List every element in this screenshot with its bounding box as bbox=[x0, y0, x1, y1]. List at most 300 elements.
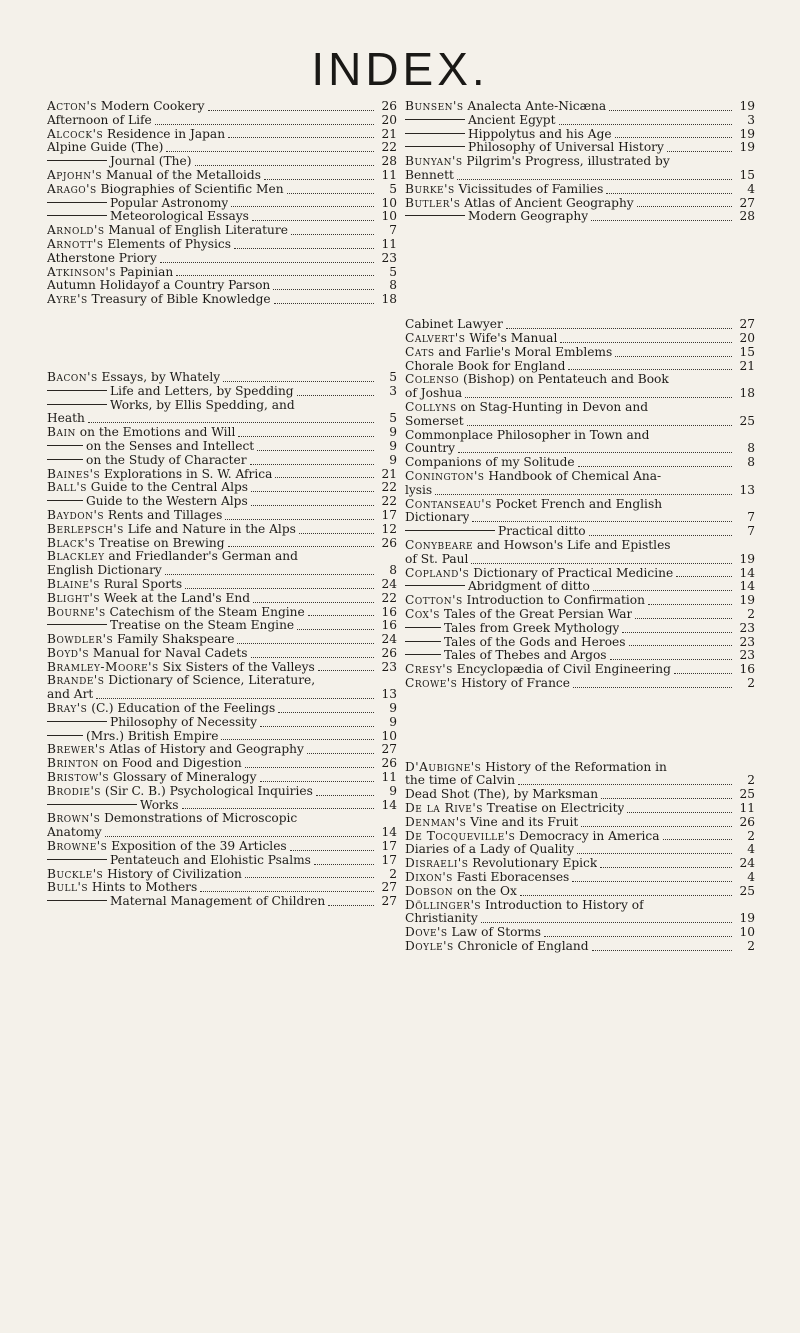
index-entry bbox=[405, 318, 755, 332]
entry-title bbox=[47, 702, 275, 716]
entry-title bbox=[47, 868, 242, 882]
page-number: 21 bbox=[381, 126, 397, 141]
dot-leader bbox=[606, 193, 732, 194]
entry-text: Catechism of the Steam Engine bbox=[105, 605, 305, 619]
entry-text: Practical ditto bbox=[498, 525, 586, 539]
entry-title bbox=[47, 771, 257, 785]
entry-text: Pocket French and English bbox=[491, 497, 663, 511]
entry-text: of Joshua bbox=[405, 387, 463, 401]
page-number: 5 bbox=[389, 264, 397, 279]
index-entry bbox=[47, 881, 397, 895]
page-number: 8 bbox=[747, 441, 755, 456]
page-number: 9 bbox=[389, 783, 397, 798]
entry-title bbox=[47, 674, 315, 688]
entry-title bbox=[47, 454, 247, 468]
entry-text: Analecta Ante-Nicæna bbox=[463, 100, 607, 113]
index-entry bbox=[47, 169, 397, 183]
entry-text: Autumn Holidayof a Country Parson bbox=[47, 279, 271, 293]
entry-title bbox=[405, 442, 455, 456]
entry-text: Guide to the Central Alps bbox=[86, 481, 249, 495]
index-entry bbox=[405, 622, 755, 636]
entry-author: Berlepsch's bbox=[47, 522, 124, 536]
entry-title bbox=[47, 606, 305, 620]
index-entry bbox=[47, 578, 397, 592]
entry-text: Vicissitudes of Families bbox=[454, 182, 604, 196]
entry-title bbox=[405, 525, 586, 539]
index-entry bbox=[47, 495, 397, 509]
index-entry bbox=[47, 688, 397, 702]
entry-title bbox=[47, 426, 235, 440]
entry-text: Life and Nature in the Alps bbox=[123, 522, 296, 536]
ditto-rule bbox=[47, 859, 107, 860]
page-number: 19 bbox=[739, 593, 755, 608]
page-number: 23 bbox=[739, 634, 755, 649]
page-number: 23 bbox=[739, 620, 755, 635]
entry-title bbox=[47, 371, 220, 385]
entry-text: Atlas of Ancient Geography bbox=[460, 196, 634, 210]
page-number: 23 bbox=[381, 250, 397, 265]
index-entry bbox=[47, 252, 397, 266]
entry-text: on Food and Digestion bbox=[98, 757, 242, 771]
entry-title bbox=[405, 594, 645, 608]
entry-title bbox=[47, 197, 228, 211]
entry-title bbox=[405, 318, 503, 332]
dot-leader bbox=[629, 645, 732, 646]
dot-leader bbox=[581, 826, 732, 827]
dot-leader bbox=[251, 505, 374, 506]
dot-leader bbox=[458, 452, 732, 453]
index-entry bbox=[405, 525, 755, 539]
page-number: 2 bbox=[747, 606, 755, 621]
entry-author: Brande's bbox=[47, 674, 105, 688]
index-entry bbox=[47, 238, 397, 252]
index-entry bbox=[47, 730, 397, 744]
index-entry bbox=[405, 663, 755, 677]
entry-text: Biographies of Scientific Men bbox=[96, 182, 284, 196]
entry-text: Six Sisters of the Valleys bbox=[158, 660, 315, 674]
dot-leader bbox=[592, 950, 732, 951]
ditto-rule bbox=[47, 202, 107, 203]
entry-title bbox=[47, 412, 85, 426]
index-entry bbox=[47, 266, 397, 280]
page-number: 21 bbox=[739, 358, 755, 373]
entry-text: on the Study of Character bbox=[86, 453, 247, 467]
entry-author: Apjohn's bbox=[47, 168, 103, 182]
page-number: 22 bbox=[381, 494, 397, 509]
entry-title bbox=[47, 128, 225, 142]
entry-author: Ayre's bbox=[47, 293, 88, 307]
entry-text: Vine and its Fruit bbox=[466, 815, 579, 829]
page-number: 25 bbox=[739, 413, 755, 428]
index-entry bbox=[405, 899, 755, 913]
entry-author: Bacon's bbox=[47, 370, 98, 384]
entry-title bbox=[405, 677, 570, 691]
section-gap bbox=[47, 307, 397, 371]
index-entry bbox=[405, 456, 755, 470]
entry-title bbox=[47, 799, 179, 813]
index-entry bbox=[405, 360, 755, 374]
ditto-rule bbox=[405, 641, 441, 642]
dot-leader bbox=[568, 369, 732, 370]
page-number: 24 bbox=[381, 632, 397, 647]
entry-title bbox=[405, 470, 661, 484]
entry-text: the time of Calvin bbox=[405, 774, 516, 788]
dot-leader bbox=[544, 936, 732, 937]
dot-leader bbox=[182, 808, 374, 809]
page-number: 17 bbox=[381, 507, 397, 522]
entry-title bbox=[405, 210, 588, 224]
page-number: 3 bbox=[389, 383, 397, 398]
entry-author: De Tocqueville's bbox=[405, 829, 516, 843]
dot-leader bbox=[299, 533, 374, 534]
dot-leader bbox=[291, 234, 374, 235]
index-entry bbox=[47, 100, 397, 114]
page-number: 19 bbox=[739, 99, 755, 113]
entry-author: Bunyan's bbox=[405, 155, 463, 169]
index-entry bbox=[405, 415, 755, 429]
dot-leader bbox=[287, 193, 374, 194]
entry-author: Bain bbox=[47, 426, 76, 440]
entry-text: Rural Sports bbox=[99, 577, 183, 591]
entry-text: Companions of my Solitude bbox=[405, 456, 575, 470]
dot-leader bbox=[676, 576, 732, 577]
entry-author: Butler's bbox=[405, 196, 461, 210]
index-entry bbox=[405, 539, 755, 553]
dot-leader bbox=[165, 574, 374, 575]
dot-leader bbox=[297, 395, 374, 396]
entry-text: Dictionary bbox=[405, 511, 470, 525]
entry-title bbox=[47, 661, 315, 675]
page-number: 22 bbox=[381, 590, 397, 605]
dot-leader bbox=[520, 895, 732, 896]
dot-leader bbox=[200, 891, 374, 892]
entry-title bbox=[405, 553, 468, 567]
entry-title bbox=[47, 854, 311, 868]
dot-leader bbox=[627, 812, 732, 813]
entry-author: Baydon's bbox=[47, 508, 105, 522]
ditto-rule bbox=[47, 721, 107, 722]
index-entry bbox=[47, 468, 397, 482]
index-entry bbox=[47, 592, 397, 606]
entry-title bbox=[405, 511, 469, 525]
entry-text: Week at the Land's End bbox=[100, 591, 251, 605]
index-entry bbox=[47, 224, 397, 238]
entry-text: Manual of English Literature bbox=[104, 224, 288, 238]
entry-text: Wife's Manual bbox=[465, 331, 558, 345]
page-number: 26 bbox=[739, 814, 755, 829]
entry-text: History of the Reformation in bbox=[481, 760, 667, 774]
entry-title bbox=[47, 743, 304, 757]
page-number: 18 bbox=[381, 292, 397, 307]
entry-text: Dictionary of Science, Literature, bbox=[104, 674, 316, 688]
entry-text: Diaries of a Lady of Quality bbox=[405, 843, 575, 857]
dot-leader bbox=[221, 739, 374, 740]
entry-title bbox=[47, 523, 296, 537]
entry-text: Family Shakspeare bbox=[113, 633, 235, 647]
index-entry bbox=[47, 183, 397, 197]
index-entry bbox=[47, 279, 397, 293]
entry-text: Rents and Tillages bbox=[104, 508, 223, 522]
entry-author: Burke's bbox=[405, 182, 455, 196]
entry-text: Introduction to Confirmation bbox=[462, 594, 645, 608]
entry-author: Bowdler's bbox=[47, 633, 114, 647]
entry-text: Pilgrim's Progress, illustrated by bbox=[462, 155, 670, 169]
entry-author: Crowe's bbox=[405, 676, 458, 690]
entry-author: Dixon's bbox=[405, 871, 453, 885]
entry-author: Arnott's bbox=[47, 237, 104, 251]
index-entry bbox=[405, 387, 755, 401]
entry-text: Christianity bbox=[405, 912, 478, 926]
index-entry bbox=[47, 454, 397, 468]
dot-leader bbox=[252, 220, 374, 221]
index-entry bbox=[47, 128, 397, 142]
entry-text: Tales from Greek Mythology bbox=[444, 621, 620, 635]
dot-leader bbox=[314, 864, 374, 865]
entry-text: Handbook of Chemical Ana- bbox=[484, 469, 662, 483]
index-entry bbox=[47, 895, 397, 909]
index-entry bbox=[405, 114, 755, 128]
dot-leader bbox=[601, 798, 732, 799]
entry-text: (Bishop) on Pentateuch and Book bbox=[459, 373, 669, 387]
entry-title bbox=[405, 761, 667, 775]
entry-title bbox=[47, 757, 242, 771]
entry-text: Afternoon of Life bbox=[47, 113, 152, 127]
index-entry bbox=[405, 484, 755, 498]
page-number: 5 bbox=[389, 181, 397, 196]
entry-title bbox=[405, 415, 464, 429]
entry-title bbox=[47, 141, 163, 155]
page-number: 10 bbox=[381, 209, 397, 224]
entry-title bbox=[405, 788, 598, 802]
entry-text: Philosophy of Universal History bbox=[468, 141, 664, 155]
page-number: 11 bbox=[381, 236, 397, 251]
entry-title bbox=[47, 716, 257, 730]
dot-leader bbox=[251, 491, 374, 492]
entry-title bbox=[405, 539, 671, 553]
index-entry bbox=[405, 830, 755, 844]
entry-title bbox=[405, 940, 589, 954]
index-entry bbox=[405, 885, 755, 899]
page-number: 27 bbox=[381, 742, 397, 757]
entry-text: Treatise on the Steam Engine bbox=[110, 619, 295, 633]
page-number: 26 bbox=[381, 535, 397, 550]
entry-title bbox=[405, 885, 517, 899]
page-number: 9 bbox=[389, 701, 397, 716]
dot-leader bbox=[506, 328, 732, 329]
dot-leader bbox=[274, 303, 374, 304]
entry-author: Bray's bbox=[47, 702, 88, 716]
page-number: 27 bbox=[739, 317, 755, 332]
entry-text: Philosophy of Necessity bbox=[110, 715, 258, 729]
entry-title bbox=[47, 895, 325, 909]
page-number: 5 bbox=[389, 369, 397, 384]
entry-title bbox=[405, 899, 644, 913]
index-entry bbox=[405, 141, 755, 155]
page-number: 20 bbox=[739, 330, 755, 345]
index-entry bbox=[47, 647, 397, 661]
dot-leader bbox=[615, 137, 732, 138]
index-entry bbox=[405, 553, 755, 567]
entry-author: Blaine's bbox=[47, 577, 100, 591]
index-entry bbox=[405, 594, 755, 608]
dot-leader bbox=[615, 356, 732, 357]
page-number: 10 bbox=[381, 728, 397, 743]
entry-title bbox=[47, 385, 294, 399]
ditto-rule bbox=[405, 530, 495, 531]
dot-leader bbox=[290, 850, 374, 851]
entry-text: English Dictionary bbox=[47, 564, 162, 578]
entry-title bbox=[405, 663, 671, 677]
page-number: 5 bbox=[389, 411, 397, 426]
index-entry bbox=[405, 677, 755, 691]
entry-text: and Howson's Life and Epistles bbox=[473, 538, 671, 552]
index-entry bbox=[47, 619, 397, 633]
dot-leader bbox=[264, 179, 374, 180]
dot-leader bbox=[471, 563, 732, 564]
entry-text: Meteorological Essays bbox=[110, 210, 249, 224]
entry-title bbox=[405, 197, 634, 211]
entry-title bbox=[47, 647, 248, 661]
page-number: 24 bbox=[381, 576, 397, 591]
index-entry bbox=[47, 197, 397, 211]
ditto-rule bbox=[405, 133, 465, 134]
dot-leader bbox=[96, 698, 374, 699]
page-number: 2 bbox=[747, 939, 755, 954]
entry-text: lysis bbox=[405, 483, 433, 497]
index-entry bbox=[47, 868, 397, 882]
index-entry bbox=[405, 183, 755, 197]
page-number: 2 bbox=[747, 773, 755, 788]
page-number: 14 bbox=[739, 579, 755, 594]
entry-title bbox=[47, 826, 102, 840]
ditto-rule bbox=[405, 215, 465, 216]
entry-title bbox=[47, 114, 152, 128]
dot-leader bbox=[231, 206, 374, 207]
entry-title bbox=[47, 619, 294, 633]
entry-title bbox=[405, 332, 557, 346]
entry-title bbox=[47, 495, 248, 509]
dot-leader bbox=[435, 494, 732, 495]
index-entry bbox=[405, 429, 755, 443]
index-entry bbox=[47, 155, 397, 169]
ditto-rule bbox=[47, 445, 83, 446]
entry-text: Cabinet Lawyer bbox=[405, 318, 503, 332]
entry-text: Papinian bbox=[115, 265, 174, 279]
index-entry bbox=[47, 826, 397, 840]
index-entry bbox=[47, 799, 397, 813]
ditto-rule bbox=[405, 146, 465, 147]
entry-author: De la Rive's bbox=[405, 802, 483, 816]
page-number: 4 bbox=[747, 842, 755, 857]
entry-text: Modern Geography bbox=[468, 210, 589, 224]
entry-title bbox=[47, 183, 284, 197]
page-number: 9 bbox=[389, 425, 397, 440]
entry-title bbox=[405, 155, 670, 169]
entry-text: Law of Storms bbox=[447, 926, 542, 940]
entry-title bbox=[405, 622, 619, 636]
index-entry bbox=[47, 385, 397, 399]
index-entry bbox=[405, 197, 755, 211]
entry-text: Manual for Naval Cadets bbox=[89, 646, 248, 660]
page-number: 14 bbox=[739, 565, 755, 580]
entry-title bbox=[405, 128, 612, 142]
page-number: 22 bbox=[381, 140, 397, 155]
dot-leader bbox=[667, 151, 732, 152]
index-entry bbox=[405, 816, 755, 830]
index-entry bbox=[405, 608, 755, 622]
page-number: 23 bbox=[739, 648, 755, 663]
dot-leader bbox=[208, 110, 374, 111]
entry-title bbox=[47, 578, 182, 592]
entry-title bbox=[47, 266, 173, 280]
entry-title bbox=[47, 537, 225, 551]
index-entry bbox=[47, 716, 397, 730]
entry-title bbox=[47, 881, 197, 895]
entry-author: Blight's bbox=[47, 591, 101, 605]
ditto-rule bbox=[47, 215, 107, 216]
index-entry bbox=[405, 761, 755, 775]
page-title: INDEX. bbox=[311, 43, 489, 95]
page-number: 11 bbox=[381, 770, 397, 785]
page-number: 21 bbox=[381, 466, 397, 481]
dot-leader bbox=[155, 124, 374, 125]
index-entry bbox=[47, 757, 397, 771]
index-entry bbox=[47, 537, 397, 551]
entry-text: Democracy in America bbox=[515, 829, 660, 843]
dot-leader bbox=[577, 853, 732, 854]
index-entry bbox=[405, 802, 755, 816]
dot-leader bbox=[238, 436, 374, 437]
page-number: 19 bbox=[739, 140, 755, 155]
entry-text: Fasti Eboracenses bbox=[452, 871, 570, 885]
entry-title bbox=[47, 509, 222, 523]
entry-text: Residence in Japan bbox=[103, 127, 226, 141]
entry-text: Glossary of Mineralogy bbox=[109, 771, 257, 785]
entry-title bbox=[47, 730, 218, 744]
entry-title bbox=[405, 567, 673, 581]
dot-leader bbox=[600, 867, 732, 868]
page-number: 7 bbox=[747, 524, 755, 539]
page-number: 28 bbox=[381, 154, 397, 169]
entry-text: Maternal Management of Children bbox=[110, 895, 326, 909]
index-entry bbox=[47, 702, 397, 716]
entry-text: Pentateuch and Elohistic Psalms bbox=[110, 853, 311, 867]
entry-title bbox=[405, 580, 590, 594]
page-number: 24 bbox=[739, 856, 755, 871]
page-number: 10 bbox=[739, 925, 755, 940]
entry-title bbox=[47, 440, 254, 454]
dot-leader bbox=[257, 450, 374, 451]
index-entry bbox=[47, 771, 397, 785]
dot-leader bbox=[589, 535, 732, 536]
entry-title bbox=[405, 169, 454, 183]
page-number: 9 bbox=[389, 714, 397, 729]
entry-text: (Sir C. B.) Psychological Inquiries bbox=[100, 784, 313, 798]
index-entry bbox=[47, 523, 397, 537]
entry-author: Black's bbox=[47, 536, 96, 550]
entry-title bbox=[47, 688, 93, 702]
dot-leader bbox=[328, 905, 374, 906]
entry-text: Tales of the Great Persian War bbox=[439, 607, 633, 621]
index-entry bbox=[405, 373, 755, 387]
index-entry bbox=[405, 636, 755, 650]
index-entry bbox=[47, 412, 397, 426]
page-number: 9 bbox=[389, 438, 397, 453]
page-number: 22 bbox=[381, 480, 397, 495]
dot-leader bbox=[635, 618, 732, 619]
dot-leader bbox=[637, 206, 732, 207]
entry-author: Döllinger's bbox=[405, 898, 482, 912]
